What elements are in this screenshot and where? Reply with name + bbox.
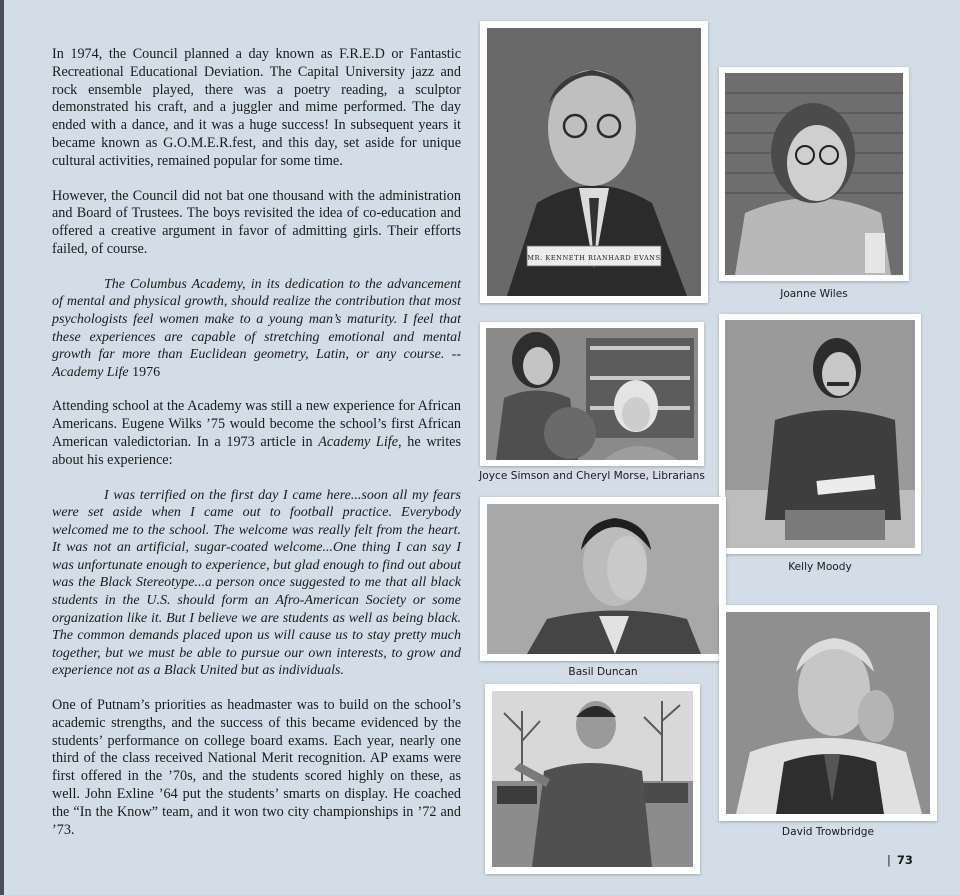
paragraph-coeducation: However, the Council did not bat one thousand with the administration and Board of Trustees. The boys revisited the idea of co-education and offered a creative argument in favor of admitting girls. Their efforts failed, of course. bbox=[52, 187, 461, 257]
photo-kelly-moody bbox=[719, 314, 921, 554]
publication-title: Academy Life bbox=[318, 433, 399, 450]
caption-basil-duncan: Basil Duncan bbox=[568, 666, 638, 678]
page-number-divider: | bbox=[887, 853, 891, 867]
caption-librarians: Joyce Simson and Cheryl Morse, Librarians bbox=[479, 470, 705, 482]
caption-joanne-wiles: Joanne Wiles bbox=[780, 288, 848, 300]
photo-pointing-man bbox=[485, 684, 700, 874]
portrait-moody-image bbox=[725, 320, 915, 548]
pointing-man-image bbox=[492, 691, 693, 867]
portrait-duncan-image bbox=[487, 504, 719, 654]
page-edge-shadow bbox=[0, 0, 4, 895]
caption-kelly-moody: Kelly Moody bbox=[788, 561, 852, 573]
photo-basil-duncan bbox=[480, 497, 726, 661]
paragraph-fred: In 1974, the Council planned a day known as F.R.E.D or Fantastic Recreational Educational Deviation. The Capital University jazz and rock ensemble played, there was a poetry reading, a sculptor demonstrated his craft, and a juggler and mime performed. The day ended with a dance, and it was a huge success! In subsequent years it became known as G.O.M.E.R.fest, and this day, set aside for unique cultural activities, remained popular for some time. bbox=[52, 46, 461, 169]
quote-wilks bbox=[52, 487, 461, 681]
paragraph-wilks bbox=[52, 398, 461, 469]
quote-wilks-text: I was terrified on the first day I came here...soon all my fears were set aside when I came out to football practice. Everybody welcomed me to the school. The welcome was really felt from the heart. It was not an artificial, sugar-coated welcome...One thing I can say I was unfortunate enough to experience, but glad enough to find out about was the Black Stereotype...a person once suggested to me that all black students in the U.S. should form an Afro-American Society or some organization like it. But I believe we are students as well as being black. The common demands placed upon us will cause us to stay pretty much together, but we must be able to pursue our own interests, to grow and experience not as a Black United but as individuals. bbox=[52, 487, 461, 679]
photo-david-trowbridge bbox=[719, 605, 937, 821]
photo-evans bbox=[480, 21, 708, 303]
photo-librarians bbox=[480, 322, 704, 466]
portrait-trowbridge-image bbox=[726, 612, 930, 814]
portrait-wiles-image bbox=[725, 73, 903, 275]
evans-nameplate: MR. KENNETH RIANHARD EVANS bbox=[527, 254, 661, 262]
paragraph-wilks-text: Attending school at the Academy was still a new experience for African Americans. Eugene Wilks ’75 would become the school’s first African American valedictorian. In a 1973 article in bbox=[52, 398, 461, 450]
quote-year: 1976 bbox=[132, 364, 161, 380]
quote-text: The Columbus Academy, in its dedication to the advancement of mental and physical growth, should realize the contribution that most psychologists feel women make to a young man’s maturity. I feel that these experiences are capable of stretching emotional and mental growth far more than Euclidean geometry, Latin, or any course. --Academy Life bbox=[52, 276, 461, 380]
photo-joanne-wiles bbox=[719, 67, 909, 281]
page-number-value: 73 bbox=[896, 853, 913, 867]
librarians-image bbox=[486, 328, 698, 460]
article-text bbox=[52, 46, 461, 839]
quote-academy-life-1976 bbox=[52, 276, 461, 382]
page-number bbox=[887, 853, 913, 867]
paragraph-putnam: One of Putnam’s priorities as headmaster was to build on the school’s academic strengths, and the success of this became evidenced by the students’ performance on college board exams. Each year, nearly one third of the class received National Merit recognition. AP exams were first offered in the ’70s, and the students scored highly on these, as well. John Exline ’64 put the students’ smarts on display. He coached the “In the Know” team, and it won two city championships in ’72 and ’73. bbox=[52, 697, 461, 838]
paragraph-wilks-text-end: , he writes about his experience: bbox=[52, 433, 461, 468]
caption-david-trowbridge: David Trowbridge bbox=[781, 826, 875, 838]
